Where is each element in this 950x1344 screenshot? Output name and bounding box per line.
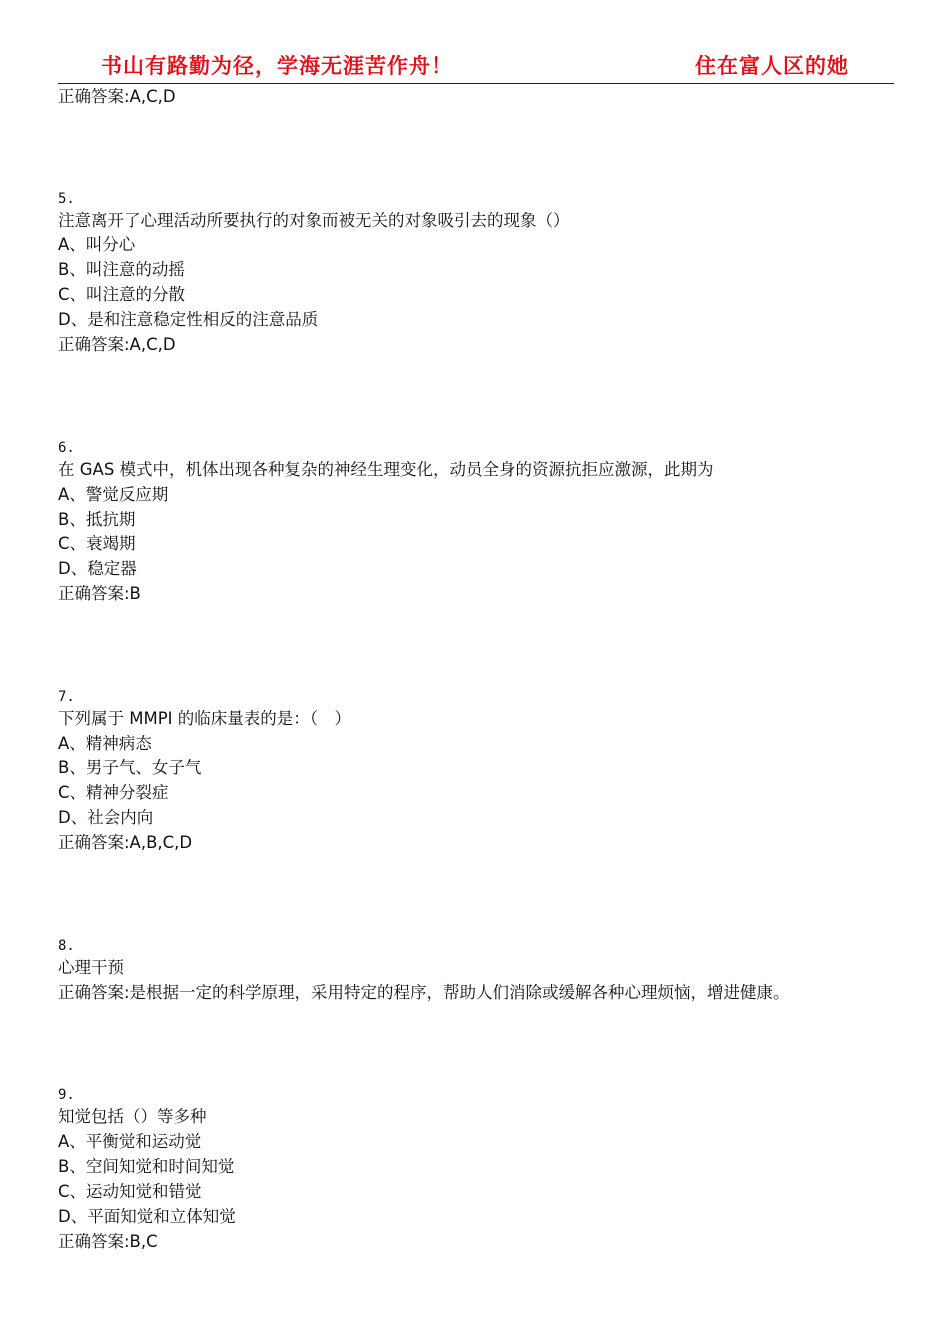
option-d: D、是和注意稳定性相反的注意品质 <box>58 310 319 329</box>
option-c: C、精神分裂症 <box>58 783 169 802</box>
option-a: A、精神病态 <box>58 734 152 753</box>
answer-text: 正确答案:A,C,D <box>58 87 176 106</box>
question-stem: 注意离开了心理活动所要执行的对象而被无关的对象吸引去的现象（） <box>58 211 570 230</box>
question-number: 6. <box>58 440 75 456</box>
answer-text: 正确答案:B,C <box>58 1232 158 1251</box>
option-b: B、抵抗期 <box>58 510 136 529</box>
option-c: C、衰竭期 <box>58 534 136 553</box>
page-header <box>0 0 950 84</box>
question-stem: 在 GAS 模式中，机体出现各种复杂的神经生理变化，动员全身的资源抗拒应激源，此期为 <box>58 460 714 479</box>
option-b: B、男子气、女子气 <box>58 758 202 777</box>
answer-text: 正确答案:A,C,D <box>58 335 176 354</box>
option-a: A、警觉反应期 <box>58 485 169 504</box>
question-stem: 下列属于 MMPI 的临床量表的是：（ ） <box>58 709 352 728</box>
option-d: D、社会内向 <box>58 808 154 827</box>
option-d: D、稳定器 <box>58 559 137 578</box>
header-author: 住在富人区的她 <box>695 53 849 78</box>
option-c: C、叫注意的分散 <box>58 285 186 304</box>
answer-text: 正确答案:A,B,C,D <box>58 833 193 852</box>
option-a: A、平衡觉和运动觉 <box>58 1132 202 1151</box>
header-divider <box>58 83 894 84</box>
question-number: 7. <box>58 689 75 705</box>
option-c: C、运动知觉和错觉 <box>58 1182 202 1201</box>
question-number: 5. <box>58 191 75 207</box>
question-stem: 心理干预 <box>58 958 124 977</box>
option-b: B、叫注意的动摇 <box>58 260 185 279</box>
question-number: 9. <box>58 1087 75 1103</box>
header-motto: 书山有路勤为径，学海无涯苦作舟！ <box>101 53 453 78</box>
question-number: 8. <box>58 938 75 954</box>
option-d: D、平面知觉和立体知觉 <box>58 1207 236 1226</box>
answer-text: 正确答案:是根据一定的科学原理，采用特定的程序，帮助人们消除或缓解各种心理烦恼，增进健康。 <box>58 983 790 1002</box>
answer-text: 正确答案:B <box>58 584 141 603</box>
option-a: A、叫分心 <box>58 235 136 254</box>
option-b: B、空间知觉和时间知觉 <box>58 1157 235 1176</box>
question-stem: 知觉包括（）等多种 <box>58 1107 207 1126</box>
